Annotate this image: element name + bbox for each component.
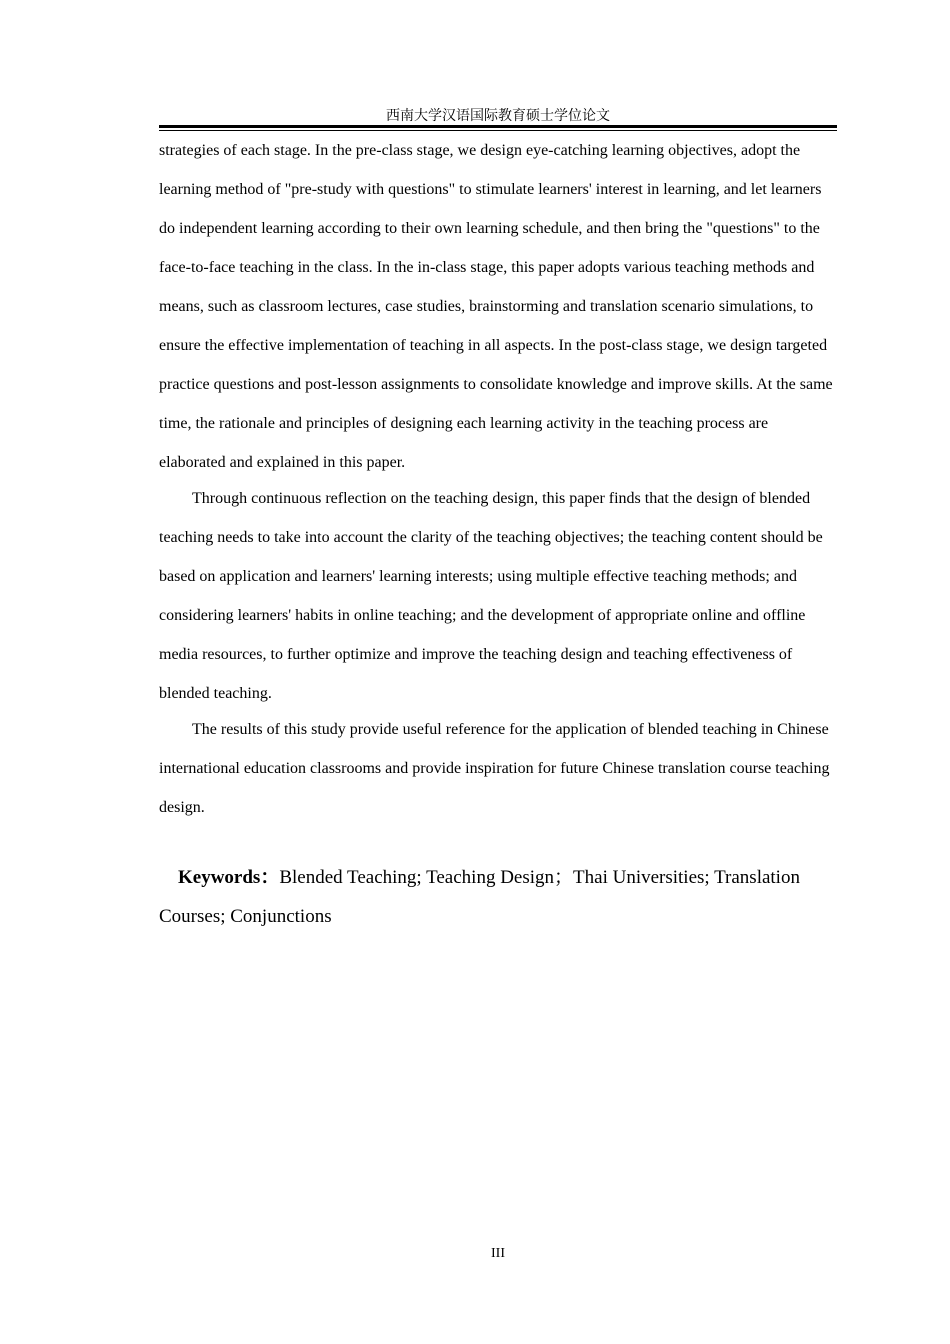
header-rule-thick: [159, 125, 837, 128]
keywords-label: Keywords：: [178, 867, 280, 888]
running-header: 西南大学汉语国际教育硕士学位论文: [386, 108, 610, 124]
keywords-text: Blended Teaching; Teaching Design；Thai Universities; Translation Courses; Conjunctions: [159, 867, 800, 927]
keywords-line: [159, 858, 837, 936]
abstract-body: [159, 131, 837, 827]
abstract-paragraph-3: The results of this study provide useful reference for the application of blended teaching in Chinese international education classrooms and provide inspiration for future Chinese translation course teaching design.: [159, 721, 830, 816]
page-number: III: [491, 1246, 505, 1261]
abstract-paragraph-2: Through continuous reflection on the teaching design, this paper finds that the design of blended teaching needs to take into account the clarity of the teaching objectives; the teaching content should be based on application and learners' learning interests; using multiple effective teaching methods; and considering learners' habits in online teaching; and the development of appropriate online and offline media resources, to further optimize and improve the teaching design and teaching effectiveness of blended teaching.: [159, 490, 823, 702]
abstract-paragraph-1: strategies of each stage. In the pre-class stage, we design eye-catching learning objectives, adopt the learning method of "pre-study with questions" to stimulate learners' interest in learning, and let learners do independent learning according to their own learning schedule, and then bring the "questions" to the face-to-face teaching in the class. In the in-class stage, this paper adopts various teaching methods and means, such as classroom lectures, case studies, brainstorming and translation scenario simulations, to ensure the effective implementation of teaching in all aspects. In the post-class stage, we design targeted practice questions and post-lesson assignments to consolidate knowledge and improve skills. At the same time, the rationale and principles of designing each learning activity in the teaching process are elaborated and explained in this paper.: [159, 142, 833, 471]
